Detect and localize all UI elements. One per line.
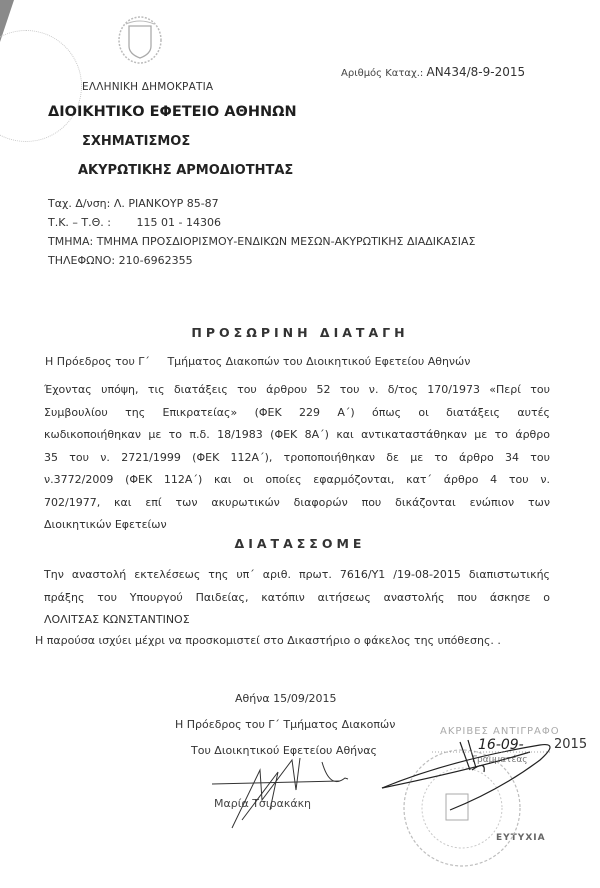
paragraph-line: ν.3772/2009 (ΦΕΚ 112Α΄) και οι οποίες εφαρμόζονται, κατ΄ άρθρο 4 του ν. [44, 473, 550, 486]
president-department: Τμήματος Διακοπών του Διοικητικού Εφετείου Αθηνών [167, 355, 471, 368]
registration-value: ΑΝ434/8-9-2015 [426, 65, 526, 79]
phone-label: ΤΗΛΕΦΩΝΟ: [48, 254, 116, 267]
postal-line [48, 216, 221, 229]
stamp-handwritten-date: 16-09- [478, 737, 524, 753]
signatory-title: Η Πρόεδρος του Γ΄ Τμήματος Διακοπών [175, 718, 396, 731]
jurisdiction-label: ΑΚΥΡΩΤΙΚΗΣ ΑΡΜΟΔΙΟΤΗΤΑΣ [78, 163, 294, 178]
republic-label: ΕΛΛΗΝΙΚΗ ΔΗΜΟΚΡΑΤΙΑ [82, 81, 214, 93]
validity-statement: Η παρούσα ισχύει μέχρι να προσκομιστεί στο Δικαστήριο ο φάκελος της υπόθεσης. . [35, 634, 501, 647]
paragraph-line: Διοικητικών Εφετείων [44, 518, 167, 531]
document-title: ΠΡΟΣΩΡΙΝΗ ΔΙΑΤΑΓΗ [191, 325, 409, 340]
registration-number [341, 65, 525, 79]
postal-value: 115 01 - 14306 [136, 216, 221, 229]
paragraph-line: κωδικοποιήθηκαν με το π.δ. 18/1983 (ΦΕΚ 8Α΄) και αντικαταστάθηκαν με το άρθρο [44, 428, 550, 441]
paragraph-line: πράξης του Υπουργού Παιδείας, κατόπιν αιτήσεως αναστολής που άσκησε ο [44, 590, 550, 604]
signature-president-icon [212, 758, 348, 828]
paragraph-line: 35 του ν. 2721/1999 (ΦΕΚ 112Α΄), τροποποιήθηκαν δε με το άρθρο 34 του [44, 450, 550, 464]
round-seal-icon [404, 750, 520, 866]
address-value: Λ. ΡΙΑΝΚΟΥΡ 85-87 [113, 197, 219, 210]
issue-date: Αθήνα 15/09/2015 [235, 692, 337, 705]
formation-label: ΣΧΗΜΑΤΙΣΜΟΣ [82, 134, 191, 149]
phone-line [48, 254, 193, 267]
paragraph-line: Την αναστολή εκτελέσεως της υπ΄ αριθ. πρωτ. 7616/Υ1 /19-08-2015 διαπιστωτικής [44, 568, 550, 581]
secretary-label: Γραμματέας [472, 755, 528, 765]
department-value: ΤΜΗΜΑ ΠΡΟΣΔΙΟΡΙΣΜΟΥ-ΕΝΔΙΚΩΝ ΜΕΣΩΝ-ΑΚΥΡΩΤΙΚΗΣ ΔΙΑΔΙΚΑΣΙΑΣ [96, 235, 476, 248]
considering-paragraph [44, 379, 550, 537]
address-line [48, 197, 219, 210]
paragraph-line: Συμβουλίου της Επικρατείας» (ΦΕΚ 229 Α΄) όπως οι διατάξεις αυτές [44, 405, 550, 419]
registration-label: Αριθμός Καταχ.: [341, 68, 424, 79]
coat-of-arms-icon [116, 14, 164, 66]
address-label: Ταχ. Δ/νση: [48, 197, 111, 210]
order-paragraph [44, 564, 550, 632]
paragraph-line: Έχοντας υπόψη, τις διατάξεις του άρθρου 52 του ν. δ/τος 170/1973 «Περί του [44, 383, 550, 396]
stamp-office-text: ΕΥΤΥΧΙΑ [496, 833, 546, 843]
signer-name: Μαρία Τσιρακάκη [214, 797, 312, 810]
signatory-court: Του Διοικητικού Εφετείου Αθήνας [191, 744, 377, 757]
president-label: Η Πρόεδρος του Γ΄ [45, 355, 150, 368]
faded-stamp-mark [0, 30, 82, 142]
signature-secretary-icon [382, 740, 550, 810]
order-title: ΔΙΑΤΑΣΣΟΜΕ [234, 536, 366, 551]
stamp-year: 2015 [554, 737, 588, 752]
phone-value: 210-6962355 [118, 254, 193, 267]
paragraph-line: 702/1977, και επί των ακυρωτικών διαφορών που δικάζονται ενώπιον των [44, 495, 550, 509]
department-label: ΤΜΗΜΑ: [48, 235, 94, 248]
postal-label: Τ.Κ. – Τ.Θ. : [48, 216, 111, 229]
certified-copy-stamp-text: ΑΚΡΙΒΕΣ ΑΝΤΙΓΡΑΦΟ [440, 726, 560, 737]
applicant-name: ΛΟΛΙΤΣΑΣ ΚΩΝΣΤΑΝΤΙΝΟΣ [44, 613, 190, 626]
court-name: ΔΙΟΙΚΗΤΙΚΟ ΕΦΕΤΕΙΟ ΑΘΗΝΩΝ [48, 104, 297, 120]
president-line [45, 355, 470, 368]
department-line [48, 235, 475, 248]
